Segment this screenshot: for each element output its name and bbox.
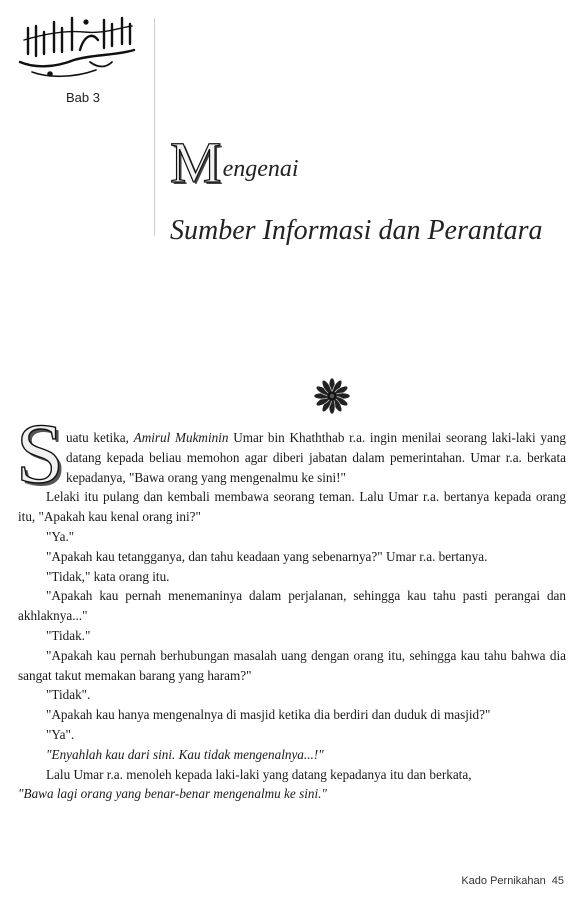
paragraph-2: Lelaki itu pulang dan kembali membawa seorang teman. Lalu Umar r.a. bertanya kepada orang itu, "Apakah kau kenal orang ini?" [18, 489, 566, 525]
page-footer [461, 875, 564, 887]
paragraph-12-italic: "Enyahlah kau dari sini. Kau tidak mengenalnya...!" [46, 746, 324, 762]
basmala-calligraphy-icon [14, 10, 140, 82]
paragraph-13: Lalu Umar r.a. menoleh kepada laki-laki yang datang kepadanya itu dan berkata, [46, 766, 472, 782]
page-number: 45 [551, 875, 564, 887]
paragraph-14 [18, 784, 566, 804]
paragraph-1 [18, 428, 566, 487]
paragraph-1-emphasis: Amirul Mukminin [133, 430, 229, 445]
title-initial: M [170, 130, 222, 195]
paragraph-1-start: uatu ketika, [66, 430, 129, 445]
chapter-label: Bab 3 [66, 90, 100, 105]
paragraph-8: "Apakah kau pernah berhubungan masalah uang dengan orang itu, sehingga kau tahu bahwa dia sangat takut memakan barang yang haram?" [18, 647, 566, 683]
drop-cap: S [16, 405, 64, 501]
paragraph-10: "Apakah kau hanya mengenalnya di masjid ketika dia berdiri dan duduk di masjid?" [46, 707, 491, 723]
book-title: Kado Pernikahan [461, 875, 546, 887]
paragraph-9: "Tidak". [46, 687, 91, 703]
chapter-title [170, 130, 299, 195]
paragraph-4: "Apakah kau tetangganya, dan tahu keadaan yang sebenarnya?" Umar r.a. bertanya. [46, 548, 488, 564]
body-text [18, 428, 566, 804]
paragraph-5: "Tidak," kata orang itu. [46, 568, 170, 584]
paragraph-14-italic: "Bawa lagi orang yang benar-benar mengenalmu ke sini." [18, 786, 327, 802]
paragraph-11: "Ya". [46, 726, 75, 742]
title-rest: engenai [222, 156, 299, 182]
flower-ornament-icon [313, 377, 351, 415]
paragraph-12 [18, 745, 566, 765]
vertical-divider [154, 18, 155, 236]
paragraph-6: "Apakah kau pernah menemaninya dalam perjalanan, sehingga kau tahu pasti perangai dan akhlaknya..." [18, 588, 566, 624]
paragraph-3: "Ya." [46, 528, 75, 544]
paragraph-7: "Tidak." [46, 627, 91, 643]
chapter-subtitle: Sumber Informasi dan Perantara [170, 215, 543, 246]
paragraph-1-rest: Umar bin Khaththab r.a. ingin menilai seorang laki-laki yang datang kepada beliau memohon agar diberi jabatan dalam pemerintahan. Umar r.a. berkata kepadanya, "Bawa orang yang mengenalmu ke sini!" [66, 430, 567, 485]
